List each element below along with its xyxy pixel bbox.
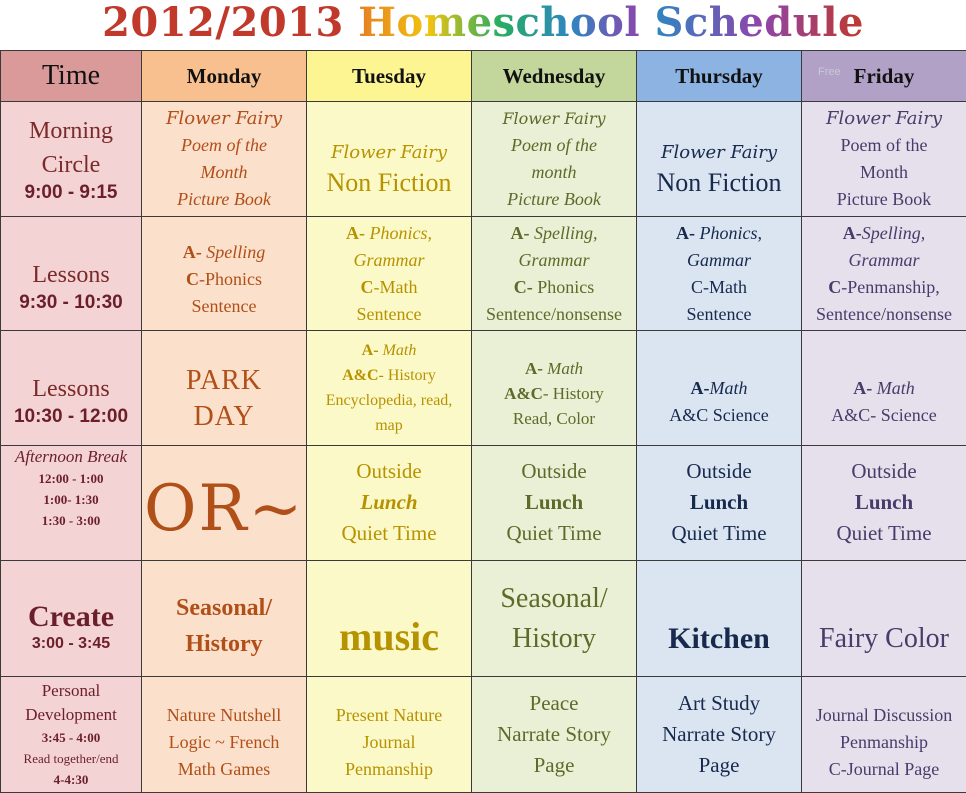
- wednesday-lessons-1: [472, 216, 637, 331]
- activity: Peace: [529, 691, 579, 716]
- tuesday-lessons-1: [307, 216, 472, 331]
- activity: Grammar: [518, 249, 590, 270]
- wednesday-morning: [472, 102, 637, 217]
- row-lessons-late: [1, 331, 966, 446]
- monday-lessons-2: [142, 331, 307, 446]
- activity: Picture Book: [507, 188, 601, 209]
- friday-personal: [802, 677, 966, 793]
- tuesday-personal: [307, 677, 472, 793]
- activity: Flower Fairy: [661, 142, 777, 164]
- wednesday-personal: [472, 677, 637, 793]
- row-afternoon-break: [1, 446, 966, 561]
- activity: Sentence/nonsense: [816, 303, 952, 324]
- monday-morning: [142, 102, 307, 217]
- activity: map: [375, 417, 403, 435]
- activity: Gammar: [686, 249, 751, 270]
- row-personal-development: [1, 677, 966, 793]
- activity: Poem of the: [840, 134, 928, 155]
- tuesday-lessons-2: [307, 331, 472, 446]
- activity: Quiet Time: [341, 521, 437, 546]
- activity: A- Phonics,: [676, 222, 762, 243]
- monday-lessons-1: [142, 216, 307, 331]
- activity: music: [339, 613, 439, 659]
- page-title: [0, 0, 966, 50]
- activity: Poem of the: [181, 134, 267, 155]
- time-range: 4-4:30: [53, 772, 89, 788]
- thursday-personal: [637, 677, 802, 793]
- activity: Outside: [521, 459, 587, 484]
- activity: Lunch: [854, 490, 914, 515]
- activity: Penmanship: [345, 759, 433, 780]
- activity: Non Fiction: [326, 168, 452, 198]
- activity: C-Phonics: [186, 269, 262, 290]
- activity: A-Spelling,: [842, 222, 926, 243]
- activity: A&C- History: [504, 383, 604, 403]
- activity: Fairy Color: [819, 622, 949, 654]
- tuesday-morning: [307, 102, 472, 217]
- friday-lessons-2: [802, 331, 966, 446]
- activity: Sentence: [191, 296, 257, 317]
- activity: Nature Nutshell: [166, 705, 282, 726]
- activity: A- Spelling,: [510, 222, 598, 243]
- time-range: 10:30 - 12:00: [13, 406, 129, 428]
- activity: Outside: [356, 459, 422, 484]
- activity: History: [185, 630, 263, 657]
- thursday-lessons-2: [637, 331, 802, 446]
- activity: C-Penmanship,: [828, 276, 940, 297]
- activity: Journal: [362, 732, 416, 753]
- activity: C-Journal Page: [828, 759, 940, 780]
- activity: A- Spelling: [182, 242, 266, 263]
- activity: Sentence/nonsense: [486, 303, 622, 324]
- activity: A- Phonics,: [346, 222, 432, 243]
- row-morning-circle: [1, 102, 966, 217]
- activity: C-Math: [691, 276, 747, 297]
- monday-afternoon: [142, 446, 307, 561]
- activity: Outside: [851, 459, 917, 484]
- time-range: 1:00- 1:30: [43, 492, 99, 508]
- time-label: Lessons: [32, 376, 110, 403]
- activity: OR~: [144, 471, 305, 546]
- time-label: Development: [25, 705, 117, 725]
- time-afternoon: [1, 446, 142, 561]
- activity: Seasonal/: [175, 594, 273, 621]
- activity: Picture Book: [177, 188, 271, 209]
- activity: Flower Fairy: [331, 142, 447, 164]
- activity: Encyclopedia, read,: [325, 392, 453, 410]
- activity: Narrate Story: [497, 722, 611, 747]
- thursday-afternoon: [637, 446, 802, 561]
- activity: Sentence: [356, 303, 422, 324]
- activity: Art Study: [677, 691, 761, 716]
- time-create: [1, 560, 142, 677]
- friday-morning: [802, 102, 966, 217]
- schedule-table: [0, 50, 966, 793]
- activity: A- Math: [853, 378, 915, 399]
- activity: Logic ~ French: [168, 732, 280, 753]
- title-year: 2012/2013: [102, 0, 344, 46]
- time-range: 3:45 - 4:00: [41, 730, 101, 746]
- time-label: Afternoon Break: [14, 447, 128, 467]
- activity: A- Math: [524, 358, 584, 378]
- activity: Lunch: [524, 490, 584, 515]
- activity: Present Nature: [335, 705, 443, 726]
- activity: Grammar: [848, 249, 920, 270]
- time-label: Personal: [41, 681, 101, 701]
- activity: Flower Fairy: [826, 107, 942, 129]
- time-label: Morning: [29, 118, 113, 145]
- friday-afternoon: [802, 446, 966, 561]
- row-lessons-morning: [1, 216, 966, 331]
- time-label: Lessons: [32, 261, 110, 288]
- title-homeschool: Homeschool: [358, 0, 641, 46]
- header-monday: Monday: [142, 51, 307, 102]
- row-create: [1, 560, 966, 677]
- activity: A&C Science: [669, 405, 769, 426]
- activity: Page: [533, 753, 575, 778]
- thursday-morning: [637, 102, 802, 217]
- wednesday-lessons-2: [472, 331, 637, 446]
- activity: Penmanship: [840, 732, 928, 753]
- friday-create: [802, 560, 966, 677]
- activity: Lunch: [689, 490, 749, 515]
- time-range: 9:30 - 10:30: [19, 291, 123, 313]
- activity: Poem of the: [511, 134, 597, 155]
- tuesday-create: [307, 560, 472, 677]
- activity: Non Fiction: [656, 168, 782, 198]
- activity: Outside: [686, 459, 752, 484]
- time-personal: [1, 677, 142, 793]
- monday-create: [142, 560, 307, 677]
- tuesday-afternoon: [307, 446, 472, 561]
- time-range: 12:00 - 1:00: [38, 471, 104, 487]
- wednesday-create: [472, 560, 637, 677]
- activity: Flower Fairy: [502, 108, 606, 128]
- thursday-lessons-1: [637, 216, 802, 331]
- time-label: Create: [27, 599, 115, 633]
- time-lessons-1: [1, 216, 142, 331]
- activity: Quiet Time: [506, 521, 602, 546]
- activity: Picture Book: [836, 188, 932, 209]
- time-label: Read together/end: [23, 751, 119, 767]
- header-thursday: Thursday: [637, 51, 802, 102]
- activity: Flower Fairy: [166, 107, 282, 129]
- activity: Read, Color: [512, 408, 596, 428]
- activity: C-Math: [360, 276, 418, 297]
- wednesday-afternoon: [472, 446, 637, 561]
- activity: Month: [859, 161, 908, 182]
- header-wednesday: Wednesday: [472, 51, 637, 102]
- activity: month: [531, 161, 577, 182]
- activity: C- Phonics: [513, 276, 595, 297]
- time-label: Circle: [41, 152, 101, 179]
- activity: Page: [698, 753, 740, 778]
- header-friday: Friday: [802, 51, 966, 102]
- activity: Math Games: [177, 759, 271, 780]
- activity: Narrate Story: [662, 722, 776, 747]
- activity: Journal Discussion: [815, 705, 953, 726]
- time-lessons-2: [1, 331, 142, 446]
- friday-lessons-1: [802, 216, 966, 331]
- activity: Grammar: [353, 249, 425, 270]
- time-morning-circle: [1, 102, 142, 217]
- time-range: 3:00 - 3:45: [31, 634, 111, 652]
- header-time: Time: [1, 51, 142, 102]
- activity: A&C- Science: [831, 405, 937, 426]
- activity: DAY: [193, 401, 255, 433]
- time-range: 1:30 - 3:00: [41, 513, 101, 529]
- activity: Seasonal/: [500, 582, 608, 614]
- activity: PARK: [185, 365, 263, 397]
- activity: Quiet Time: [671, 521, 767, 546]
- activity: Quiet Time: [836, 521, 932, 546]
- header-tuesday: Tuesday: [307, 51, 472, 102]
- time-range: 9:00 - 9:15: [24, 182, 118, 204]
- monday-personal: [142, 677, 307, 793]
- title-schedule: Schedule: [654, 0, 864, 46]
- watermark-text: Free: [818, 66, 841, 78]
- activity: A-Math: [690, 378, 748, 399]
- activity: Month: [200, 161, 248, 182]
- activity: History: [512, 622, 596, 654]
- thursday-create: [637, 560, 802, 677]
- activity: Lunch: [360, 490, 418, 515]
- activity: Kitchen: [668, 621, 770, 655]
- activity: A- Math: [361, 342, 417, 360]
- activity: Sentence: [686, 303, 752, 324]
- activity: A&C- History: [342, 367, 436, 385]
